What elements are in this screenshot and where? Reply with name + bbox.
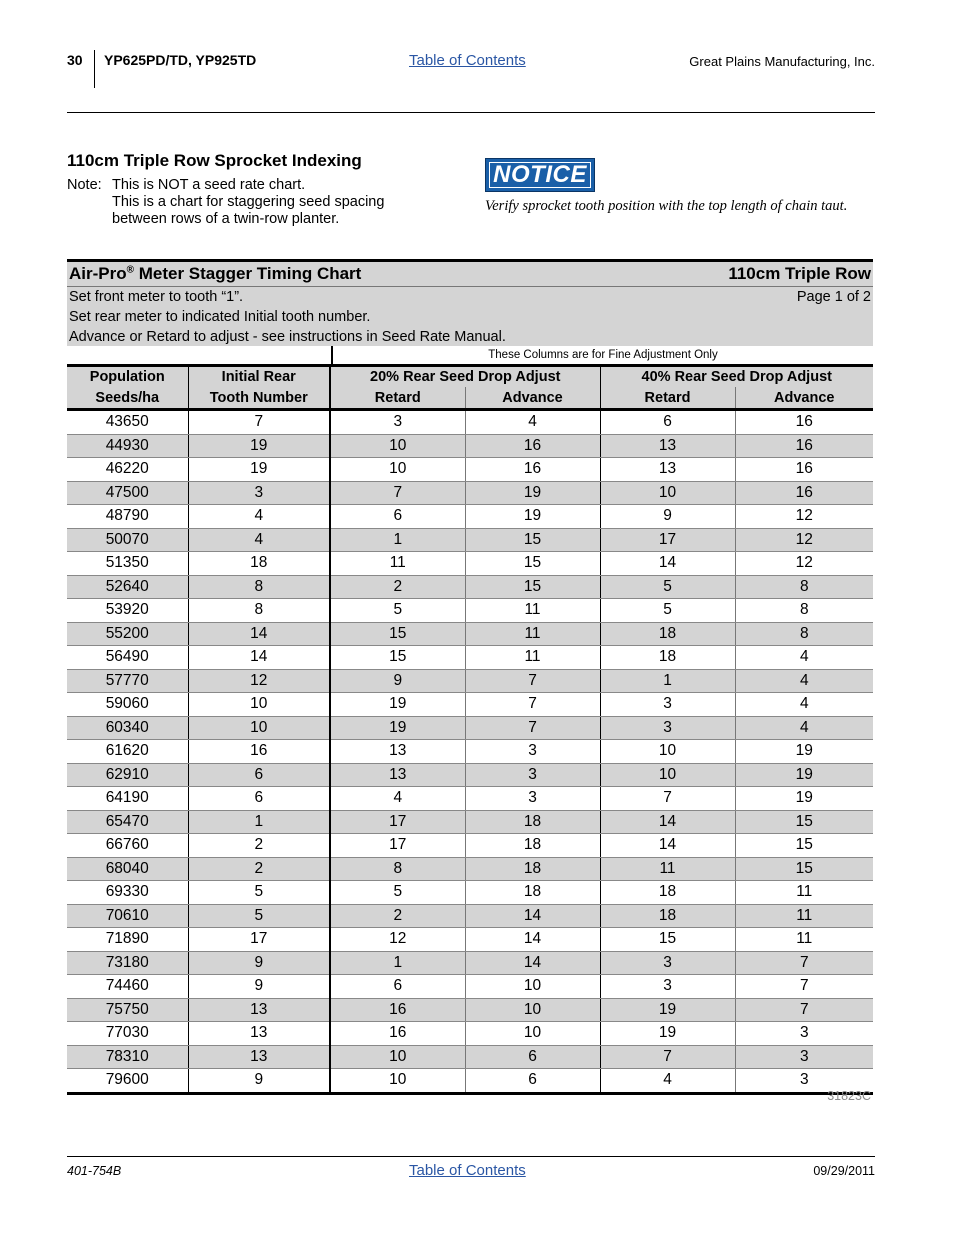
notice-badge-label: NOTICE <box>489 162 591 188</box>
cell-advance-40: 12 <box>735 505 873 529</box>
cell-initial-tooth: 19 <box>188 458 330 482</box>
cell-retard-40: 6 <box>600 410 735 435</box>
group-header-40: 40% Rear Seed Drop Adjust <box>600 366 873 388</box>
cell-advance-20: 18 <box>465 881 600 905</box>
cell-advance-40: 8 <box>735 575 873 599</box>
table-row <box>67 881 873 905</box>
table-row <box>67 857 873 881</box>
registered-mark: ® <box>126 264 134 276</box>
cell-initial-tooth: 9 <box>188 951 330 975</box>
cell-advance-40: 19 <box>735 740 873 764</box>
col-header-20-retard: Retard <box>330 387 465 410</box>
cell-advance-20: 11 <box>465 622 600 646</box>
cell-population: 77030 <box>67 1022 188 1046</box>
col-header-20-advance: Advance <box>465 387 600 410</box>
cell-retard-40: 9 <box>600 505 735 529</box>
cell-initial-tooth: 7 <box>188 410 330 435</box>
page-header <box>67 50 875 90</box>
cell-retard-20: 10 <box>330 1069 465 1094</box>
cell-retard-20: 10 <box>330 1045 465 1069</box>
chart-header-divider <box>67 286 873 287</box>
cell-population: 73180 <box>67 951 188 975</box>
cell-retard-20: 5 <box>330 881 465 905</box>
cell-initial-tooth: 2 <box>188 834 330 858</box>
cell-initial-tooth: 13 <box>188 1045 330 1069</box>
cell-retard-40: 18 <box>600 881 735 905</box>
cell-initial-tooth: 18 <box>188 552 330 576</box>
cell-retard-20: 2 <box>330 904 465 928</box>
cell-population: 50070 <box>67 528 188 552</box>
cell-population: 51350 <box>67 552 188 576</box>
cell-retard-20: 13 <box>330 740 465 764</box>
cell-advance-40: 3 <box>735 1045 873 1069</box>
cell-retard-40: 17 <box>600 528 735 552</box>
cell-advance-20: 18 <box>465 834 600 858</box>
cell-advance-40: 15 <box>735 834 873 858</box>
cell-retard-40: 3 <box>600 951 735 975</box>
cell-population: 74460 <box>67 975 188 999</box>
cell-advance-40: 16 <box>735 410 873 435</box>
cell-retard-40: 13 <box>600 434 735 458</box>
cell-retard-20: 12 <box>330 928 465 952</box>
cell-initial-tooth: 1 <box>188 810 330 834</box>
note-label: Note: <box>67 177 102 193</box>
chart-title-brand: Air-Pro <box>69 264 127 283</box>
cell-advance-20: 4 <box>465 410 600 435</box>
table-row <box>67 716 873 740</box>
cell-population: 75750 <box>67 998 188 1022</box>
cell-advance-20: 6 <box>465 1045 600 1069</box>
cell-retard-20: 1 <box>330 528 465 552</box>
table-row <box>67 834 873 858</box>
cell-population: 65470 <box>67 810 188 834</box>
table-row <box>67 434 873 458</box>
table-row <box>67 928 873 952</box>
table-row <box>67 622 873 646</box>
cell-advance-40: 8 <box>735 622 873 646</box>
cell-advance-40: 7 <box>735 998 873 1022</box>
cell-retard-20: 17 <box>330 834 465 858</box>
cell-population: 53920 <box>67 599 188 623</box>
cell-initial-tooth: 3 <box>188 481 330 505</box>
cell-retard-40: 14 <box>600 552 735 576</box>
table-row <box>67 693 873 717</box>
cell-advance-40: 7 <box>735 975 873 999</box>
cell-population: 78310 <box>67 1045 188 1069</box>
table-row <box>67 975 873 999</box>
table-row <box>67 763 873 787</box>
table-row <box>67 1069 873 1094</box>
header-rule <box>67 112 875 113</box>
chart-title-rest: Meter Stagger Timing Chart <box>134 264 362 283</box>
cell-advance-40: 11 <box>735 904 873 928</box>
cell-advance-40: 16 <box>735 481 873 505</box>
cell-initial-tooth: 10 <box>188 693 330 717</box>
cell-advance-20: 16 <box>465 434 600 458</box>
cell-retard-20: 10 <box>330 458 465 482</box>
col-header-40-retard: Retard <box>600 387 735 410</box>
cell-advance-40: 3 <box>735 1069 873 1094</box>
cell-retard-20: 11 <box>330 552 465 576</box>
cell-advance-20: 10 <box>465 1022 600 1046</box>
notice-badge <box>485 158 595 192</box>
col-header-population: Population <box>67 366 188 388</box>
cell-retard-40: 10 <box>600 740 735 764</box>
cell-advance-40: 4 <box>735 716 873 740</box>
header-divider <box>94 50 95 88</box>
instruction-line-1: Set front meter to tooth “1”. <box>69 289 244 305</box>
notice-text: Verify sprocket tooth position with the top length of chain taut. <box>485 198 848 214</box>
cell-retard-20: 10 <box>330 434 465 458</box>
cell-advance-20: 10 <box>465 998 600 1022</box>
cell-population: 59060 <box>67 693 188 717</box>
cell-population: 70610 <box>67 904 188 928</box>
table-row <box>67 458 873 482</box>
table-row <box>67 1022 873 1046</box>
cell-initial-tooth: 14 <box>188 622 330 646</box>
cell-retard-20: 6 <box>330 975 465 999</box>
cell-advance-40: 3 <box>735 1022 873 1046</box>
cell-retard-20: 19 <box>330 693 465 717</box>
note-line-3: between rows of a twin-row planter. <box>112 211 340 227</box>
cell-initial-tooth: 13 <box>188 1022 330 1046</box>
table-row <box>67 951 873 975</box>
cell-retard-40: 18 <box>600 904 735 928</box>
cell-advance-20: 18 <box>465 810 600 834</box>
table-row <box>67 646 873 670</box>
cell-retard-40: 11 <box>600 857 735 881</box>
company-name: Great Plains Manufacturing, Inc. <box>689 54 875 69</box>
cell-retard-40: 3 <box>600 693 735 717</box>
instruction-line-2: Set rear meter to indicated Initial tooth number. <box>69 309 371 325</box>
cell-initial-tooth: 16 <box>188 740 330 764</box>
table-row <box>67 1045 873 1069</box>
cell-advance-40: 11 <box>735 928 873 952</box>
cell-population: 69330 <box>67 881 188 905</box>
cell-advance-20: 15 <box>465 528 600 552</box>
chart-title <box>69 264 361 284</box>
cell-population: 55200 <box>67 622 188 646</box>
cell-advance-20: 15 <box>465 575 600 599</box>
cell-advance-20: 14 <box>465 904 600 928</box>
table-row <box>67 740 873 764</box>
cell-retard-20: 15 <box>330 622 465 646</box>
cell-retard-20: 8 <box>330 857 465 881</box>
cell-advance-20: 3 <box>465 740 600 764</box>
cell-population: 43650 <box>67 410 188 435</box>
cell-advance-20: 19 <box>465 505 600 529</box>
cell-population: 57770 <box>67 669 188 693</box>
figure-code: 31823C <box>827 1089 871 1103</box>
cell-initial-tooth: 4 <box>188 528 330 552</box>
cell-advance-40: 16 <box>735 434 873 458</box>
stagger-timing-table <box>67 364 873 1095</box>
cell-population: 71890 <box>67 928 188 952</box>
cell-retard-40: 10 <box>600 481 735 505</box>
cell-initial-tooth: 19 <box>188 434 330 458</box>
cell-advance-40: 19 <box>735 787 873 811</box>
page-number: 30 <box>67 52 83 68</box>
chart-header <box>67 259 873 346</box>
instruction-line-3: Advance or Retard to adjust - see instructions in Seed Rate Manual. <box>69 329 506 345</box>
cell-initial-tooth: 9 <box>188 1069 330 1094</box>
cell-retard-40: 3 <box>600 716 735 740</box>
doc-number: 401-754B <box>67 1164 122 1178</box>
cell-retard-40: 1 <box>600 669 735 693</box>
table-row <box>67 505 873 529</box>
cell-initial-tooth: 14 <box>188 646 330 670</box>
section-title: 110cm Triple Row Sprocket Indexing <box>67 151 362 170</box>
cell-population: 68040 <box>67 857 188 881</box>
toc-link-bottom[interactable]: Table of Contents <box>409 1162 526 1179</box>
cell-retard-40: 5 <box>600 575 735 599</box>
toc-link-top[interactable]: Table of Contents <box>409 52 526 69</box>
table-row <box>67 552 873 576</box>
cell-advance-20: 7 <box>465 669 600 693</box>
table-row <box>67 810 873 834</box>
cell-retard-40: 13 <box>600 458 735 482</box>
table-row <box>67 599 873 623</box>
cell-initial-tooth: 8 <box>188 599 330 623</box>
cell-retard-20: 15 <box>330 646 465 670</box>
cell-population: 48790 <box>67 505 188 529</box>
cell-population: 64190 <box>67 787 188 811</box>
fine-adjust-note: These Columns are for Fine Adjustment Only <box>331 346 873 364</box>
cell-population: 79600 <box>67 1069 188 1094</box>
cell-advance-20: 14 <box>465 951 600 975</box>
cell-retard-40: 7 <box>600 787 735 811</box>
cell-initial-tooth: 13 <box>188 998 330 1022</box>
cell-advance-20: 18 <box>465 857 600 881</box>
cell-population: 62910 <box>67 763 188 787</box>
cell-initial-tooth: 5 <box>188 881 330 905</box>
cell-initial-tooth: 12 <box>188 669 330 693</box>
table-row <box>67 528 873 552</box>
cell-population: 44930 <box>67 434 188 458</box>
cell-initial-tooth: 6 <box>188 763 330 787</box>
cell-advance-20: 7 <box>465 716 600 740</box>
cell-retard-20: 16 <box>330 1022 465 1046</box>
model-name: YP625PD/TD, YP925TD <box>104 52 257 68</box>
cell-retard-40: 7 <box>600 1045 735 1069</box>
cell-retard-20: 17 <box>330 810 465 834</box>
cell-initial-tooth: 10 <box>188 716 330 740</box>
cell-advance-20: 7 <box>465 693 600 717</box>
cell-initial-tooth: 6 <box>188 787 330 811</box>
cell-retard-40: 14 <box>600 834 735 858</box>
cell-retard-40: 10 <box>600 763 735 787</box>
cell-retard-20: 13 <box>330 763 465 787</box>
footer-rule <box>67 1156 875 1157</box>
cell-retard-40: 15 <box>600 928 735 952</box>
publish-date: 09/29/2011 <box>813 1164 875 1178</box>
cell-initial-tooth: 4 <box>188 505 330 529</box>
chart-page-indicator: Page 1 of 2 <box>796 289 871 305</box>
table-row <box>67 410 873 435</box>
col-header-40-advance: Advance <box>735 387 873 410</box>
cell-retard-40: 18 <box>600 622 735 646</box>
cell-retard-40: 18 <box>600 646 735 670</box>
cell-advance-40: 16 <box>735 458 873 482</box>
note-line-2: This is a chart for staggering seed spacing <box>112 194 385 210</box>
cell-population: 52640 <box>67 575 188 599</box>
cell-advance-40: 4 <box>735 669 873 693</box>
cell-population: 47500 <box>67 481 188 505</box>
cell-advance-20: 19 <box>465 481 600 505</box>
cell-retard-20: 4 <box>330 787 465 811</box>
cell-initial-tooth: 9 <box>188 975 330 999</box>
col-header-initial-rear: Initial Rear <box>188 366 330 388</box>
cell-initial-tooth: 8 <box>188 575 330 599</box>
table-row <box>67 998 873 1022</box>
cell-advance-40: 15 <box>735 810 873 834</box>
cell-advance-20: 3 <box>465 763 600 787</box>
cell-advance-20: 15 <box>465 552 600 576</box>
table-row <box>67 575 873 599</box>
cell-initial-tooth: 17 <box>188 928 330 952</box>
cell-advance-40: 8 <box>735 599 873 623</box>
cell-retard-20: 2 <box>330 575 465 599</box>
cell-population: 60340 <box>67 716 188 740</box>
cell-retard-40: 19 <box>600 998 735 1022</box>
col-header-tooth-number: Tooth Number <box>188 387 330 410</box>
cell-retard-20: 19 <box>330 716 465 740</box>
cell-advance-20: 11 <box>465 646 600 670</box>
cell-population: 56490 <box>67 646 188 670</box>
cell-retard-40: 14 <box>600 810 735 834</box>
cell-population: 66760 <box>67 834 188 858</box>
cell-advance-20: 10 <box>465 975 600 999</box>
cell-advance-20: 16 <box>465 458 600 482</box>
cell-retard-20: 7 <box>330 481 465 505</box>
cell-advance-20: 6 <box>465 1069 600 1094</box>
cell-population: 61620 <box>67 740 188 764</box>
col-header-seeds-ha: Seeds/ha <box>67 387 188 410</box>
cell-initial-tooth: 5 <box>188 904 330 928</box>
cell-retard-40: 4 <box>600 1069 735 1094</box>
cell-advance-40: 12 <box>735 528 873 552</box>
table-body <box>67 410 873 1094</box>
chart-row-config: 110cm Triple Row <box>728 264 871 283</box>
cell-advance-20: 3 <box>465 787 600 811</box>
note-line-1: This is NOT a seed rate chart. <box>112 177 306 193</box>
cell-advance-40: 7 <box>735 951 873 975</box>
cell-advance-40: 4 <box>735 646 873 670</box>
cell-initial-tooth: 2 <box>188 857 330 881</box>
cell-advance-40: 4 <box>735 693 873 717</box>
cell-retard-40: 3 <box>600 975 735 999</box>
cell-retard-40: 5 <box>600 599 735 623</box>
table-row <box>67 904 873 928</box>
cell-retard-20: 5 <box>330 599 465 623</box>
cell-advance-20: 14 <box>465 928 600 952</box>
cell-advance-40: 15 <box>735 857 873 881</box>
table-row <box>67 787 873 811</box>
cell-advance-20: 11 <box>465 599 600 623</box>
cell-population: 46220 <box>67 458 188 482</box>
cell-retard-20: 9 <box>330 669 465 693</box>
group-header-20: 20% Rear Seed Drop Adjust <box>330 366 600 388</box>
cell-retard-20: 3 <box>330 410 465 435</box>
cell-advance-40: 12 <box>735 552 873 576</box>
cell-retard-20: 1 <box>330 951 465 975</box>
table-row <box>67 481 873 505</box>
cell-advance-40: 11 <box>735 881 873 905</box>
table-row <box>67 669 873 693</box>
cell-advance-40: 19 <box>735 763 873 787</box>
cell-retard-20: 16 <box>330 998 465 1022</box>
cell-retard-20: 6 <box>330 505 465 529</box>
cell-retard-40: 19 <box>600 1022 735 1046</box>
